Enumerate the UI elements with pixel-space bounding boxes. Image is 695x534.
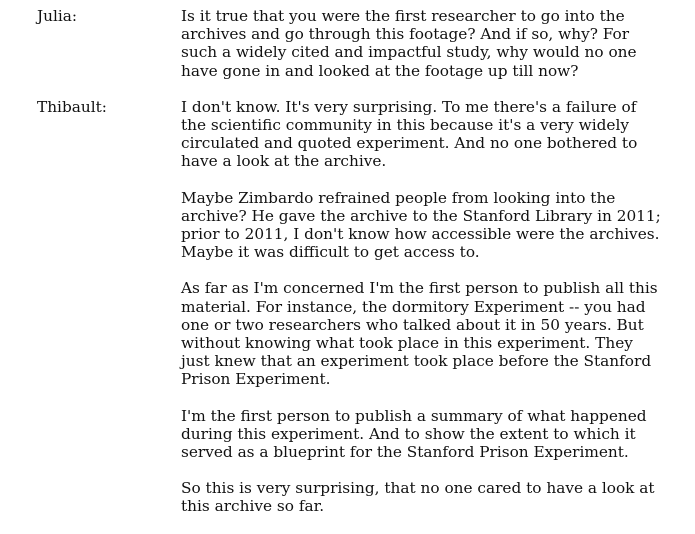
turn-paragraph: I don't know. It's very surprising. To me there's a failure of the scientific community in this because it's a very widely circulated and quoted experiment. And no one bothered to have a look at the archive.: [181, 97, 638, 171]
transcript-entry-thibault: [0, 98, 695, 516]
turn-paragraph: Maybe Zimbardo refrained people from looking into the archive? He gave the archive to the Stanford Library in 2011; prior to 2011, I don't know how accessible were the archives. Maybe it was difficult to get access to.: [181, 188, 661, 262]
speaker-turn: [181, 98, 661, 516]
turn-paragraph: As far as I'm concerned I'm the first person to publish all this material. For instance, the dormitory Experiment -- you had one or two researchers who talked about it in 50 years. But without knowing what took place in this experiment. They just knew that an experiment took place before the Stanford Prison Experiment.: [181, 279, 658, 389]
turn-paragraph: Is it true that you were the first researcher to go into the archives and go through this footage? And if so, why? For such a widely cited and impactful study, why would no one have gone in and looked at the footage up till now?: [181, 7, 637, 80]
turn-paragraph: So this is very surprising, that no one cared to have a look at this archive so far.: [181, 479, 655, 516]
speaker-label: Thibault:: [37, 97, 107, 116]
speaker-label: Julia:: [37, 7, 78, 25]
interview-transcript: [0, 7, 695, 534]
speaker-turn: [181, 7, 661, 80]
turn-paragraph: I'm the first person to publish a summary of what happened during this experiment. And to show the extent to which it served as a blueprint for the Stanford Prison Experiment.: [181, 406, 647, 462]
transcript-entry-julia: [0, 7, 695, 80]
